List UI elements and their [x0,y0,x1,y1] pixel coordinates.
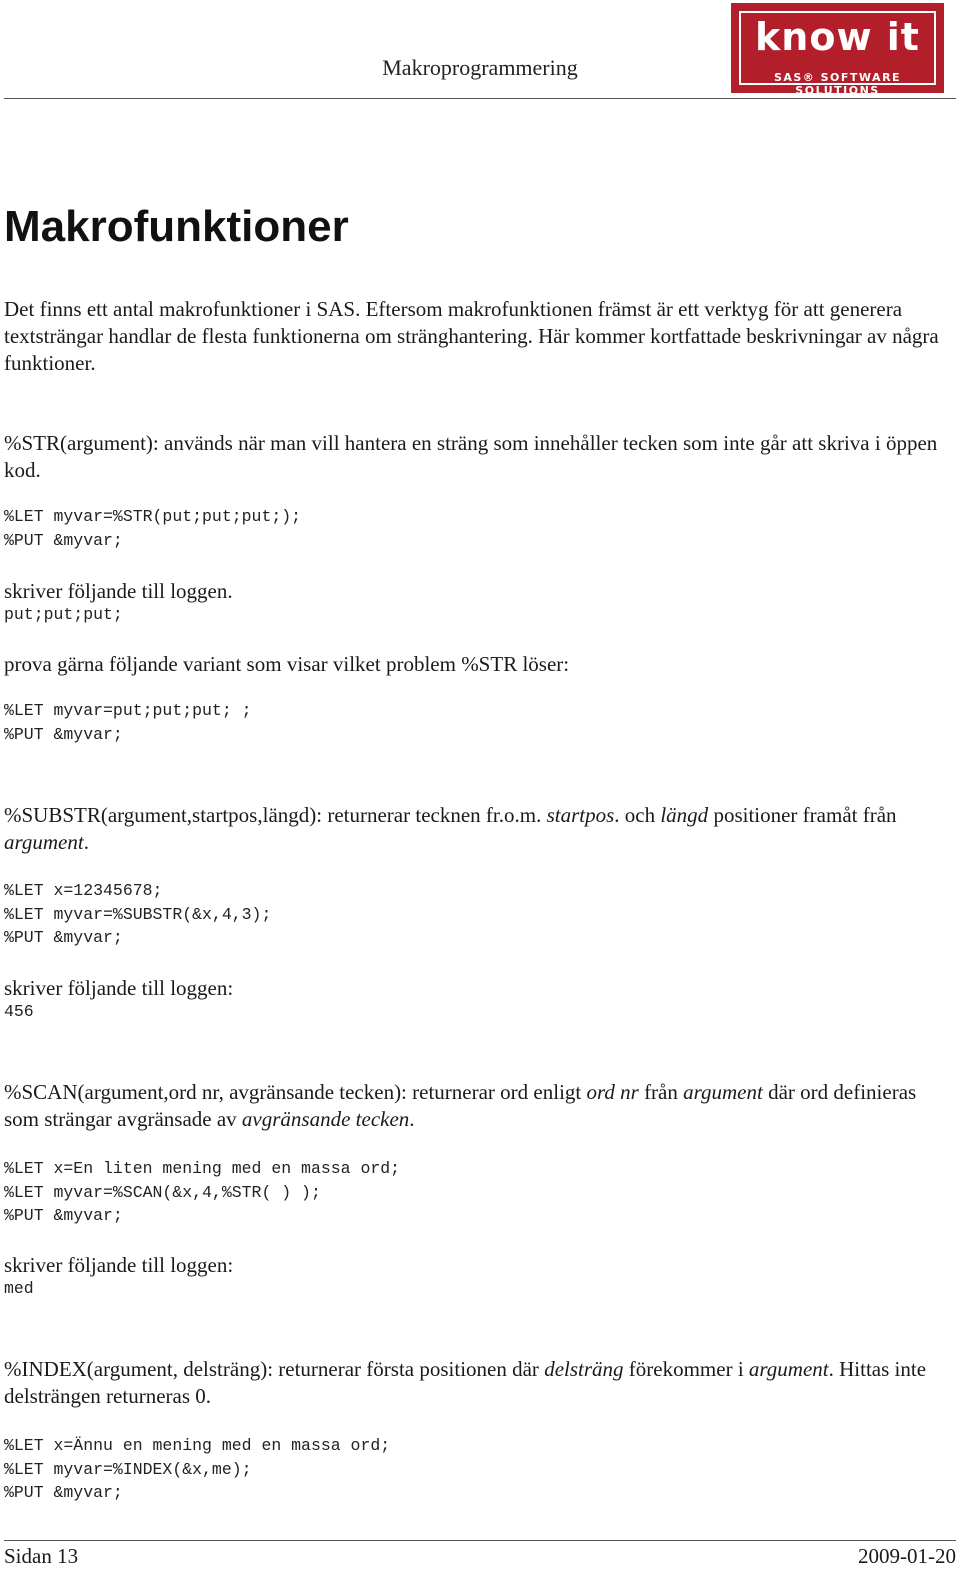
code-line: %LET x=Ännu en mening med en massa ord; [4,1436,391,1455]
document-date: 2009-01-20 [858,1544,956,1568]
str-try-text: prova gärna följande variant som visar vilket problem %STR löser: [4,652,570,676]
code-line: %PUT &myvar; [4,1483,123,1502]
code-line: %LET x=12345678; [4,881,163,900]
scan-log-output: med [4,1279,34,1298]
code-line: %LET myvar=put;put;put; ; [4,701,252,720]
code-line: %LET myvar=%SUBSTR(&x,4,3); [4,904,272,924]
section-heading: Makrofunktioner [4,202,349,251]
code-line: %PUT &myvar; [4,724,123,744]
substr-code-block [4,879,949,950]
code-line: %LET myvar=%INDEX(&x,me); [4,1459,252,1479]
code-line: %LET myvar=%STR(put;put;put;); [4,507,302,526]
logo-tagline: SAS® SOFTWARE SOLUTIONS [773,71,902,97]
code-line: %LET x=En liten mening med en massa ord; [4,1159,401,1178]
str-description: %STR(argument): används när man vill hantera en sträng som innehåller tecken som inte går att skriva i öppen kod. [4,431,938,482]
str-log-output: put;put;put; [4,605,123,624]
intro-paragraph: Det finns ett antal makrofunktioner i SAS. Eftersom makrofunktionen främst är ett verktyg för att generera textsträngar handlar de flesta funktionerna om stränghantering. Här kommer kortfattade beskrivningar av några funktioner. [4,297,939,375]
code-line: %PUT &myvar; [4,530,123,550]
scan-log-label: skriver följande till loggen: [4,1253,234,1277]
code-line: %LET myvar=%SCAN(&x,4,%STR( ) ); [4,1182,321,1202]
code-line: %PUT &myvar; [4,928,123,947]
footer-divider [4,1540,956,1541]
logo-wordmark: know it [755,15,920,59]
substr-log-output: 456 [4,1002,34,1021]
str-log-label: skriver följande till loggen. [4,579,233,603]
index-code-block [4,1434,949,1505]
str-code-block [4,505,949,552]
code-line: %PUT &myvar; [4,1206,123,1225]
header-divider [4,98,956,99]
substr-description: %SUBSTR(argument,startpos,längd): returnerar tecknen fr.o.m. startpos. och längd positioner framåt från argument. [4,803,897,854]
scan-code-block [4,1157,949,1228]
page-number: Sidan 13 [4,1544,79,1568]
str-variant-code-block [4,699,949,746]
knowit-logo [731,3,944,97]
scan-description: %SCAN(argument,ord nr, avgränsande tecken): returnerar ord enligt ord nr från argument där ord definieras som strängar avgränsade av avgränsande tecken. [4,1080,917,1131]
running-header-title: Makroprogrammering [382,55,578,80]
index-description: %INDEX(argument, delsträng): returnerar första positionen där delsträng förekommer i argument. Hittas inte delsträngen returneras 0. [4,1357,927,1408]
substr-log-label: skriver följande till loggen: [4,976,234,1000]
